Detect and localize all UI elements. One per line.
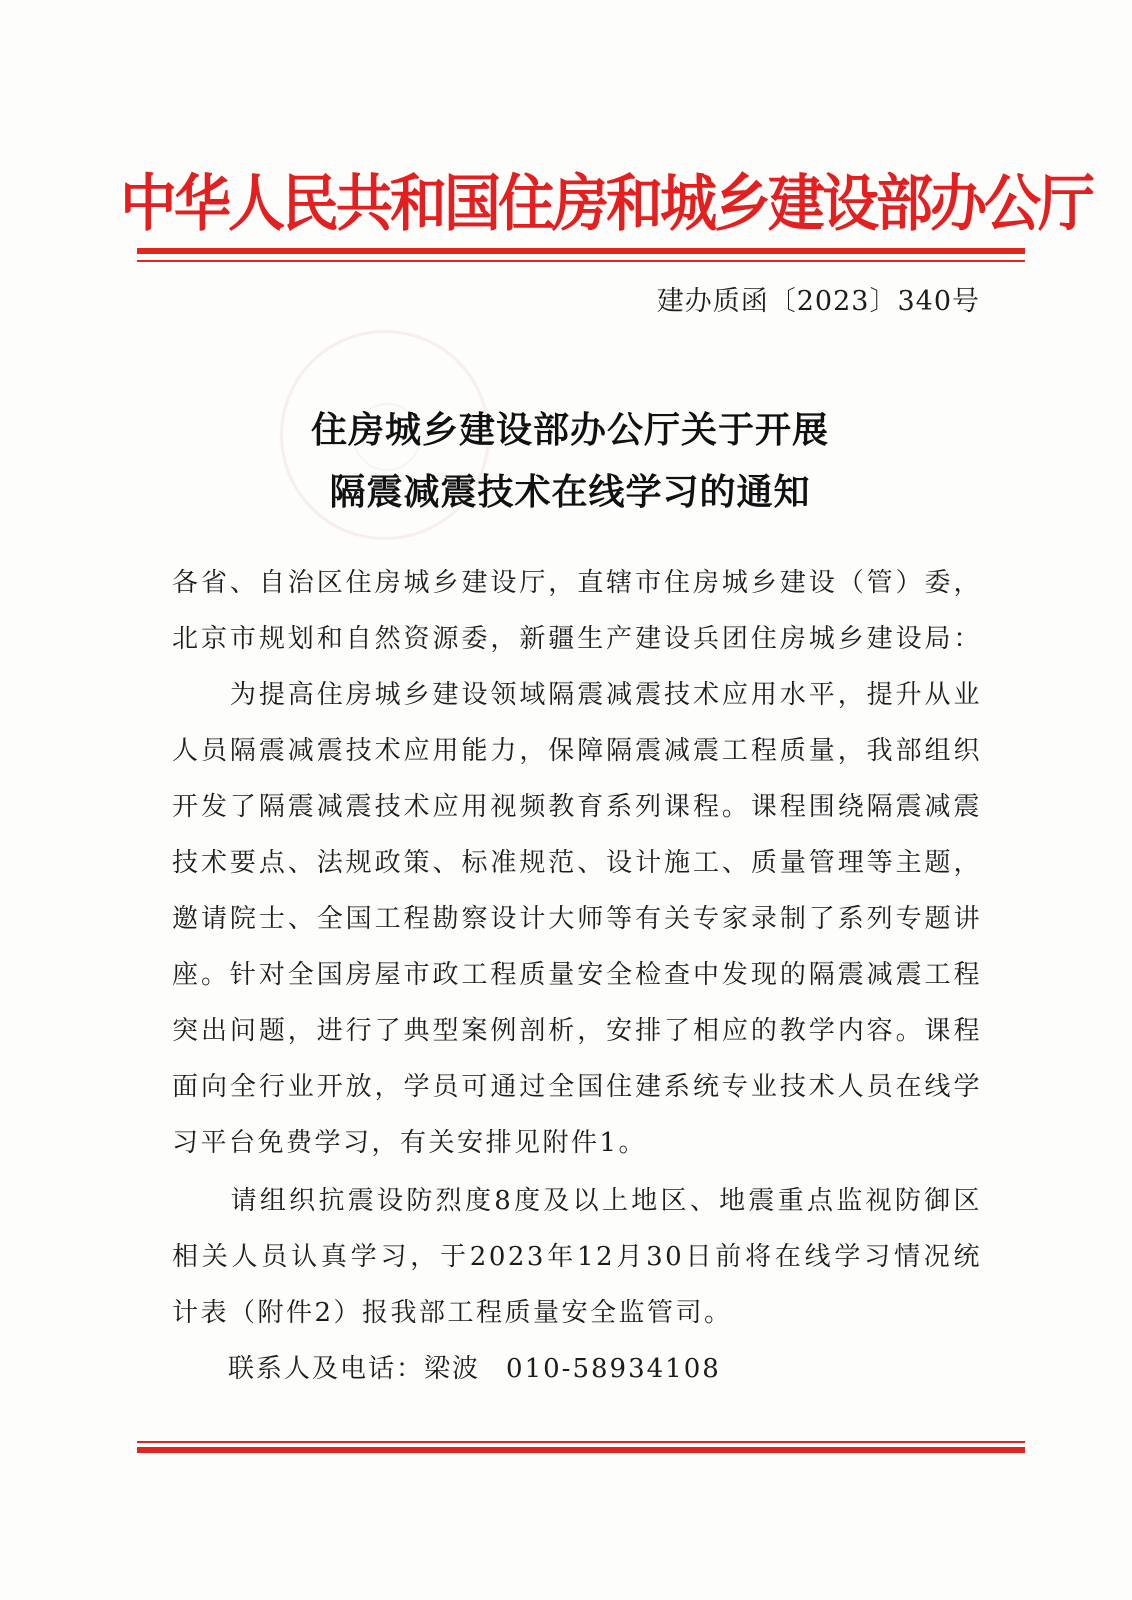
paragraph1-line: 开发了隔震减震技术应用视频教育系列课程。课程围绕隔震减震 xyxy=(172,792,982,822)
addressee-line2: 北京市规划和自然资源委，新疆生产建设兵团住房城乡建设局： xyxy=(172,624,982,654)
paragraph1-line: 习平台免费学习，有关安排见附件1。 xyxy=(172,1128,648,1158)
paragraph1-line: 面向全行业开放，学员可通过全国住建系统专业技术人员在线学 xyxy=(172,1072,982,1102)
notice-title-line1: 住房城乡建设部办公厅关于开展 xyxy=(310,409,829,451)
paragraph2-line: 计表（附件2）报我部工程质量安全监管司。 xyxy=(172,1298,733,1328)
contact-line xyxy=(228,1342,721,1397)
contact-label: 联系人及电话： xyxy=(228,1354,425,1384)
paragraph1-line: 技术要点、法规政策、标准规范、设计施工、质量管理等主题， xyxy=(172,848,982,878)
issuer-header: 中华人民共和国住房和城乡建设部办公厅 xyxy=(120,167,1092,240)
paragraph1-line: 为提高住房城乡建设领域隔震减震技术应用水平，提升从业 xyxy=(172,680,982,710)
notice-title-line2: 隔震减震技术在线学习的通知 xyxy=(329,471,811,513)
paragraph2-line: 相关人员认真学习，于2023年12月30日前将在线学习情况统 xyxy=(172,1242,982,1272)
paragraph1-line: 座。针对全国房屋市政工程质量安全检查中发现的隔震减震工程 xyxy=(172,960,982,990)
header-rule-thick xyxy=(137,248,1025,254)
document-number: 建办质函〔2023〕340号 xyxy=(656,286,980,317)
footer-rule-thin xyxy=(137,1441,1025,1443)
contact-phone: 010-58934108 xyxy=(506,1354,721,1384)
footer-rule-thick xyxy=(137,1447,1025,1453)
paragraph1-line: 邀请院士、全国工程勘察设计大师等有关专家录制了系列专题讲 xyxy=(172,904,982,934)
header-rule-thin xyxy=(137,260,1025,262)
addressee-line1: 各省、自治区住房城乡建设厅，直辖市住房城乡建设（管）委， xyxy=(172,568,982,598)
paragraph1-line: 人员隔震减震技术应用能力，保障隔震减震工程质量，我部组织 xyxy=(172,736,982,766)
paragraph1-line: 突出问题，进行了典型案例剖析，安排了相应的教学内容。课程 xyxy=(172,1016,982,1046)
contact-name: 梁波 xyxy=(424,1354,481,1384)
paragraph2-line: 请组织抗震设防烈度8度及以上地区、地震重点监视防御区 xyxy=(172,1186,982,1216)
